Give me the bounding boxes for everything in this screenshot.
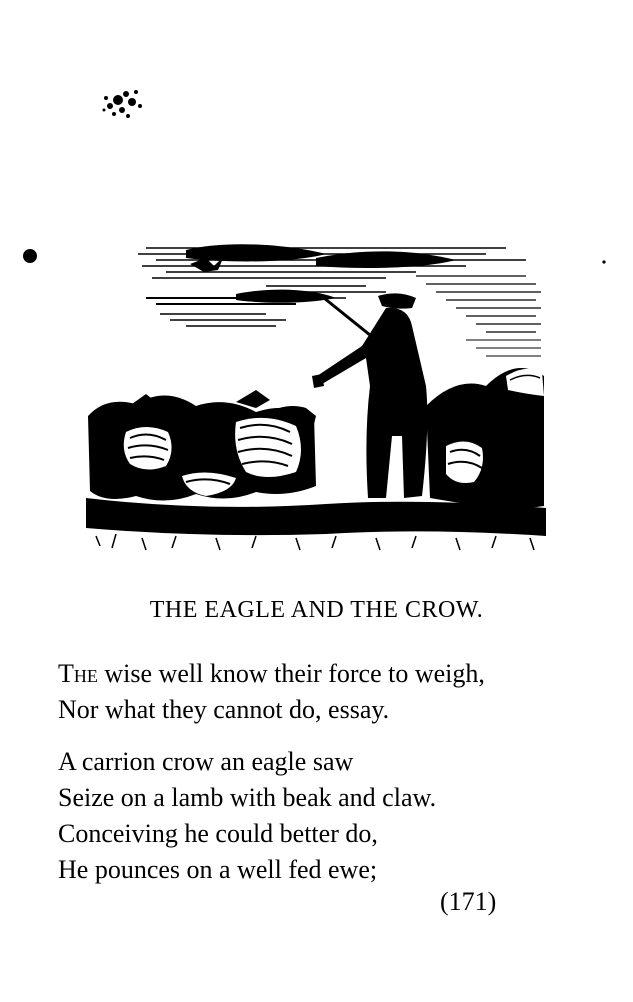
- page-number: (171): [440, 887, 497, 916]
- shepherd-flock-woodcut: [86, 236, 548, 554]
- ink-dot-mark: [22, 248, 38, 264]
- poem-line: Conceiving he could better do,: [58, 819, 378, 848]
- poem-line: Nor what they cannot do, essay.: [58, 695, 390, 724]
- poem-line: Seize on a lamb with beak and claw.: [58, 783, 437, 812]
- ink-blot-mark: [96, 80, 152, 130]
- poem-line: He pounces on a well fed ewe;: [58, 855, 378, 884]
- ink-dot-mark: [600, 258, 608, 266]
- poem-title: THE EAGLE AND THE CROW.: [149, 597, 484, 623]
- stanza: [58, 744, 436, 888]
- poem-line: A carrion crow an eagle saw: [58, 747, 354, 776]
- stanza: [58, 656, 485, 728]
- poem-line: [58, 656, 485, 692]
- line-remainder: wise well know their force to weigh,: [97, 659, 485, 688]
- initial-word: The: [58, 659, 98, 688]
